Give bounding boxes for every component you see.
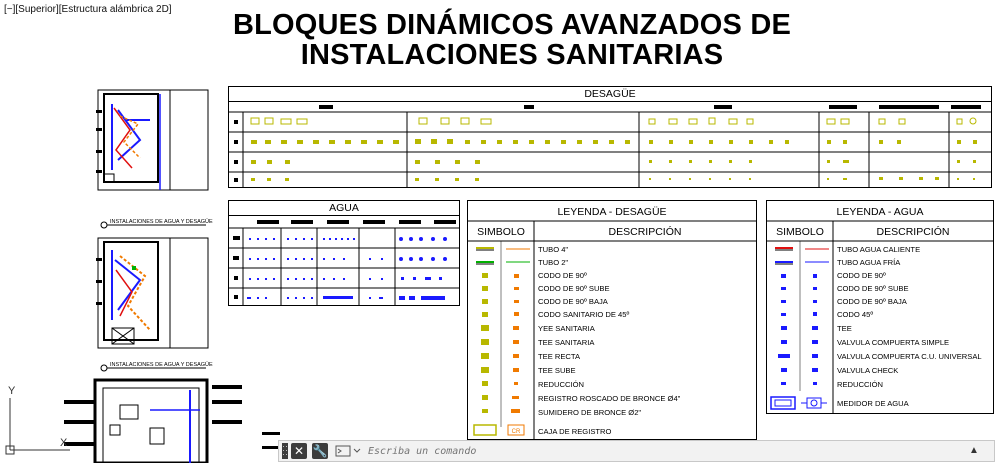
plan-2-label <box>101 361 213 371</box>
svg-text:CODO DE 90º SUBE: CODO DE 90º SUBE <box>538 284 610 293</box>
plan-2[interactable] <box>96 238 208 348</box>
agua-symbol-table[interactable] <box>228 200 460 306</box>
desague-table-title: DESAGÜE <box>229 87 991 102</box>
svg-text:VALVULA CHECK: VALVULA CHECK <box>837 366 899 375</box>
svg-text:VALVULA COMPUERTA SIMPLE: VALVULA COMPUERTA SIMPLE <box>837 338 950 347</box>
svg-text:VALVULA COMPUERTA C.U. UNIVERS: VALVULA COMPUERTA C.U. UNIVERSAL <box>837 352 982 361</box>
legend-desague-table[interactable] <box>467 200 757 440</box>
svg-text:SIMBOLO: SIMBOLO <box>477 226 525 238</box>
chevron-up-icon[interactable]: ▲ <box>969 445 979 456</box>
svg-text:TEE SANITARIA: TEE SANITARIA <box>538 338 595 347</box>
desague-symbol-table[interactable] <box>228 86 992 188</box>
svg-text:YEE SANITARIA: YEE SANITARIA <box>538 324 595 333</box>
svg-text:TUBO 4": TUBO 4" <box>538 245 569 254</box>
plan-1-label <box>101 218 213 228</box>
agua-symbol-grid[interactable] <box>229 216 459 306</box>
svg-text:REGISTRO ROSCADO DE BRONCE Ø4": REGISTRO ROSCADO DE BRONCE Ø4" <box>538 394 681 403</box>
svg-text:CODO DE 90º SUBE: CODO DE 90º SUBE <box>837 284 909 293</box>
svg-text:DESCRIPCIÓN: DESCRIPCIÓN <box>876 226 950 238</box>
plan-3[interactable] <box>64 380 242 463</box>
svg-text:INSTALACIONES DE AGUA Y DESAGÜ: INSTALACIONES DE AGUA Y DESAGÜE <box>110 219 213 225</box>
svg-text:LEYENDA - DESAGÜE: LEYENDA - DESAGÜE <box>557 206 667 218</box>
legend-agua-table[interactable] <box>766 200 994 414</box>
command-line-grip-icon[interactable] <box>282 443 288 459</box>
svg-text:CR: CR <box>511 429 521 435</box>
svg-text:TUBO 2": TUBO 2" <box>538 258 569 267</box>
svg-text:CODO DE 90º: CODO DE 90º <box>538 271 587 280</box>
legend-agua-grid[interactable] <box>767 201 993 413</box>
recent-commands-icon[interactable] <box>335 443 363 459</box>
wrench-icon[interactable]: 🔧 <box>312 444 328 458</box>
desague-symbol-grid[interactable] <box>229 102 991 188</box>
svg-text:MEDIDOR DE AGUA: MEDIDOR DE AGUA <box>837 399 909 408</box>
svg-text:REDUCCIÓN: REDUCCIÓN <box>538 380 584 389</box>
svg-text:CODO SANITARIO DE 45º: CODO SANITARIO DE 45º <box>538 310 630 319</box>
svg-text:TEE SUBE: TEE SUBE <box>538 366 576 375</box>
svg-text:INSTALACIONES DE AGUA Y DESAGÜ: INSTALACIONES DE AGUA Y DESAGÜE <box>110 362 213 368</box>
command-input[interactable] <box>368 443 958 459</box>
title-line-1: BLOQUES DINÁMICOS AVANZADOS DE <box>232 9 792 41</box>
svg-text:TUBO AGUA CALIENTE: TUBO AGUA CALIENTE <box>837 245 921 254</box>
close-icon[interactable]: ✕ <box>291 443 307 459</box>
svg-text:X: X <box>60 437 68 449</box>
svg-text:CODO DE 90º: CODO DE 90º <box>837 271 886 280</box>
svg-text:CODO DE 90º BAJA: CODO DE 90º BAJA <box>538 297 608 306</box>
svg-text:Y: Y <box>8 385 16 397</box>
svg-text:SIMBOLO: SIMBOLO <box>776 226 824 238</box>
legend-desague-grid[interactable] <box>468 201 756 439</box>
svg-text:SUMIDERO DE BRONCE Ø2": SUMIDERO DE BRONCE Ø2" <box>538 408 642 417</box>
agua-table-title: AGUA <box>229 201 459 216</box>
svg-text:CODO 45º: CODO 45º <box>837 310 874 319</box>
ucs-icon <box>0 380 90 463</box>
svg-text:TUBO AGUA FRÍA: TUBO AGUA FRÍA <box>837 258 901 267</box>
svg-text:DESCRIPCIÓN: DESCRIPCIÓN <box>608 226 682 238</box>
title-line-2: INSTALACIONES SANITARIAS <box>300 39 724 71</box>
svg-text:REDUCCIÓN: REDUCCIÓN <box>837 380 883 389</box>
svg-text:CODO DE 90º BAJA: CODO DE 90º BAJA <box>837 297 907 306</box>
svg-text:CAJA DE REGISTRO: CAJA DE REGISTRO <box>538 427 612 436</box>
svg-text:TEE RECTA: TEE RECTA <box>538 352 581 361</box>
svg-text:TEE: TEE <box>837 324 852 333</box>
viewport-controls-label[interactable]: [−][Superior][Estructura alámbrica 2D] <box>4 4 172 15</box>
drawing-title <box>232 10 792 70</box>
plan-1[interactable] <box>96 90 208 190</box>
svg-text:LEYENDA - AGUA: LEYENDA - AGUA <box>836 206 924 218</box>
